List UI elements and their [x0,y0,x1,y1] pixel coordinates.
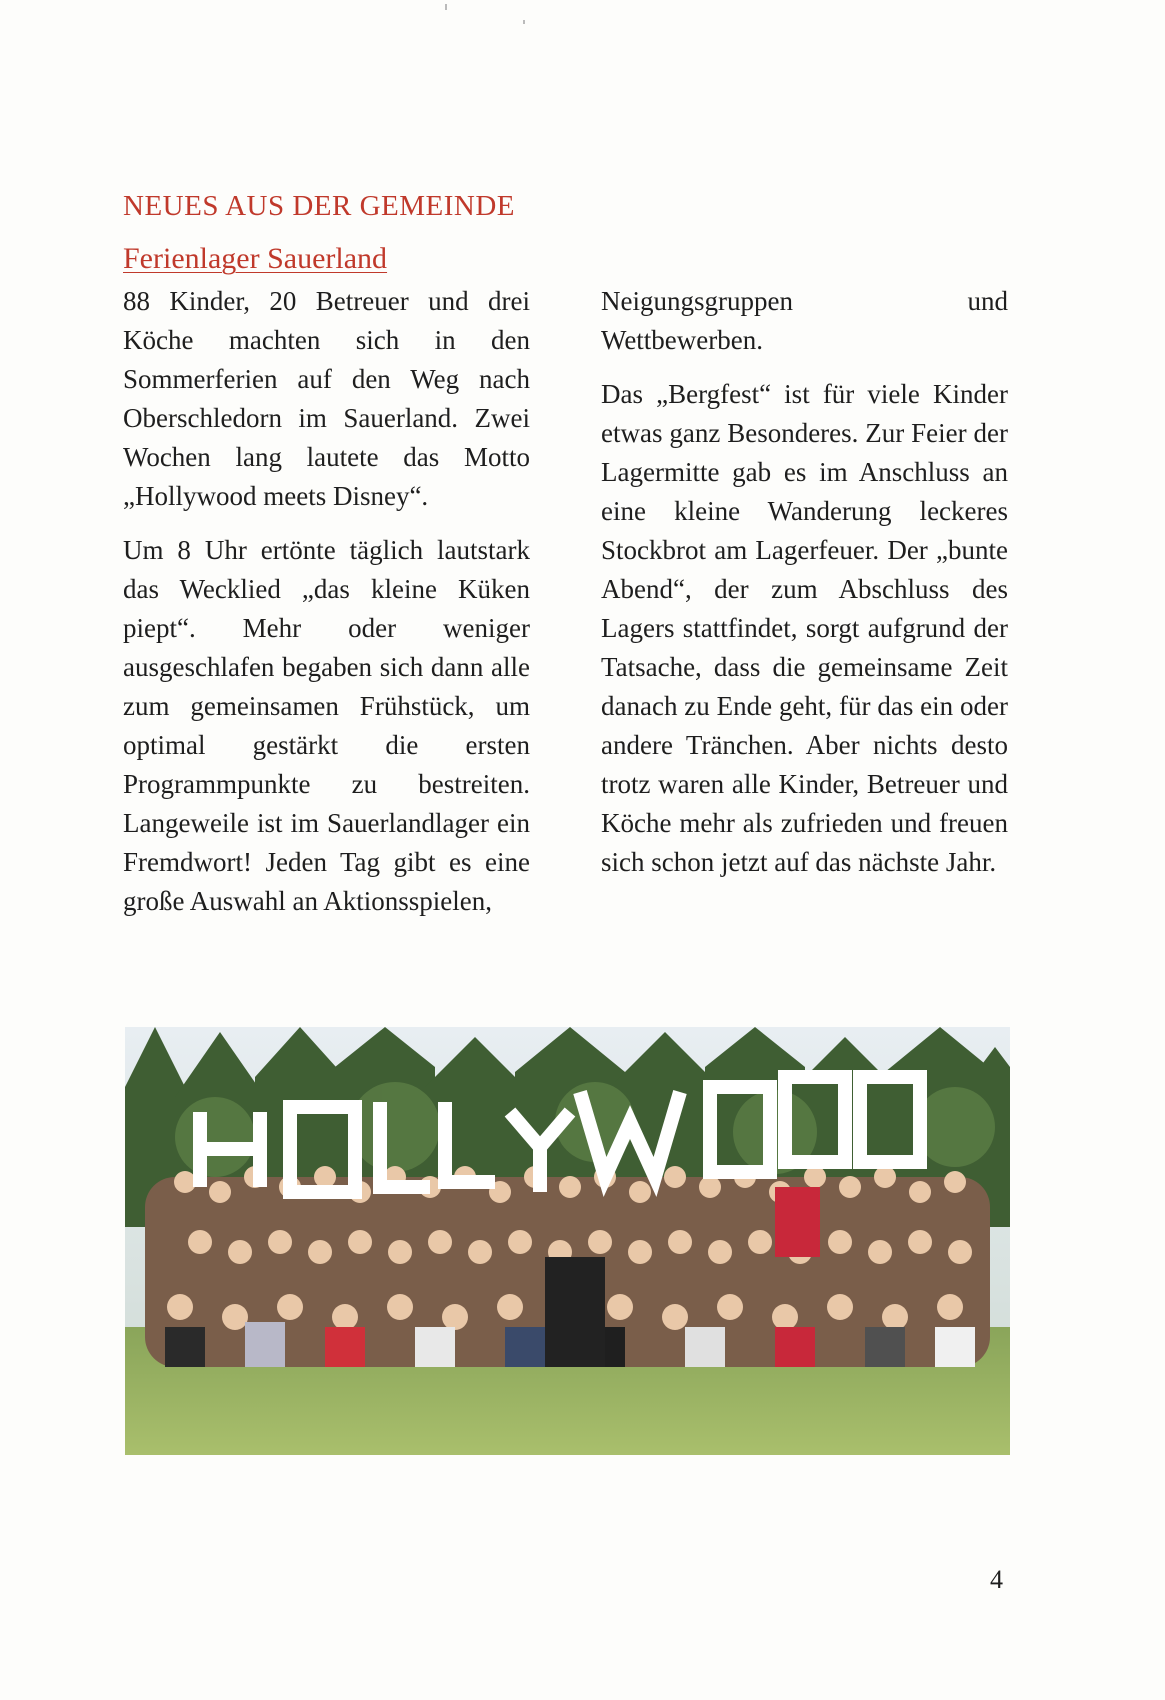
paragraph: Um 8 Uhr ertönte täglich lautstark das Wecklied „das kleine Küken piept“. Mehr oder weniger ausgeschlafen begaben sich dann alle zum gemeinsamen Frühstück, um optimal gestärkt die ersten Programmpunkte zu bestreiten. Langeweile ist im Sauerlandlager ein Fremdwort! Jeden Tag gibt es eine große Auswahl an Aktionsspielen, [123,535,530,916]
sign-letter [580,1111,581,1113]
paragraph: 88 Kinder, 20 Betreuer und drei Köche machten sich in den Sommerferien auf den Weg nach Oberschledorn im Sauerland. Zwei Wochen lang lautete das Motto „Hollywood meets Disney“. [123,286,530,511]
group-photo [125,1027,1010,1455]
scan-mark [445,4,447,10]
article-column-left [123,282,530,936]
article-title: Ferienlager Sauerland [123,242,388,275]
scan-mark [523,20,525,24]
article-column-right [601,282,1008,897]
page-number: 4 [990,1565,1003,1594]
paragraph: Das „Bergfest“ ist für viele Kinder etwas ganz Besonderes. Zur Feier der Lagermitte gab es im Anschluss an eine kleine Wanderung leckeres Stockbrot am Lagerfeuer. Der „bunte Abend“, der zum Abschluss des Lagers stattfindet, sorgt aufgrund der Tatsache, dass die gemeinsame Zeit danach zu Ende geht, für das ein oder andere Tränchen. Aber nichts desto trotz waren alle Kinder, Betreuer und Köche mehr als zufrieden und freuen sich schon jetzt auf das nächste Jahr. [601,379,1008,877]
section-title: NEUES AUS DER GEMEINDE [123,190,516,222]
paragraph: Neigungsgruppen und Wettbewerben. [601,286,1008,355]
